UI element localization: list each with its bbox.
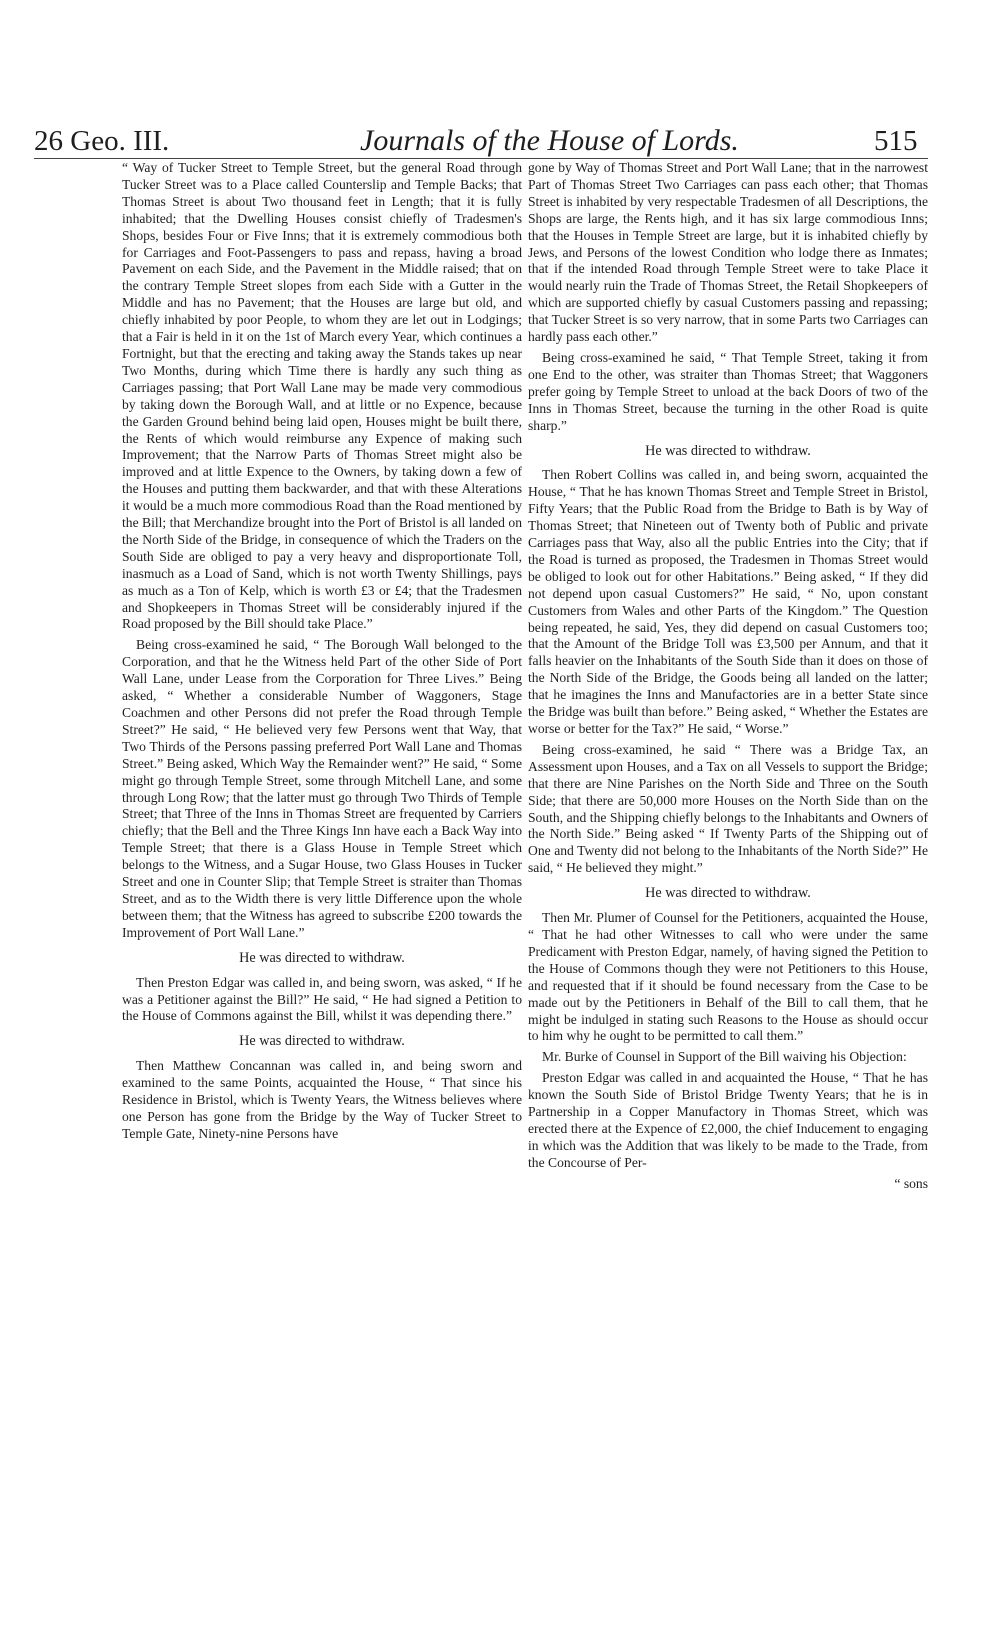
paragraph: Being cross-examined he said, “ That Temple Street, taking it from one End to the other, was straiter than Thomas Street; that Waggoners prefer going by Temple Street to unload at the back Doors of two of the Inns in Thomas Street, because the turning in the other Road is quite sharp.” <box>528 349 928 433</box>
paragraph: Then Mr. Plumer of Counsel for the Petitioners, acquainted the House, “ That he had other Witnesses to call who were under the same Predicament with Preston Edgar, namely, of having signed the Petition to the House of Commons though they were not Petitioners to this House, and requested that if it should be found necessary from the Case to be made out by the Petitioners in Behalf of the Bill to call them, that he might be indulged in stating such Reasons to the House as should occur to him why he ought to be permitted to call them.” <box>528 910 928 1044</box>
right-column <box>528 160 928 1630</box>
paragraph: Then Robert Collins was called in, and being sworn, acquainted the House, “ That he has known Thomas Street and Temple Street in Bristol, Fifty Years; that the Public Road from the Bridge to Bath is by Way of Thomas Street; that Nineteen out of Twenty both of Public and private Carriages pass that Way, also all the public Entries into the City; that if the Road is turned as proposed, the Tradesmen in Thomas Street would be obliged to look out for other Habitations.” Being asked, “ If they did not depend upon casual Customers?” He said, “ No, upon constant Customers from Wales and other Parts of the Kingdom.” The Question being repeated, he said, Yes, they did depend on casual Customers too; that the Amount of the Bridge Toll was £3,500 per Annum, and that it falls heavier on the Inhabitants of the South Side than it does on those of the North Side of the Bridge, the Goods being all landed on the latter; that he imagines the Inns and Manufactories are in a better State since the Bridge was built than before.” Being asked, “ Whether the Estates are worse or better for the Tax?” He said, “ Worse.” <box>528 467 928 736</box>
paragraph: gone by Way of Thomas Street and Port Wall Lane; that in the narrowest Part of Thomas Street Two Carriages can pass each other; that Thomas Street is inhabited by very respectable Tradesmen of all Descriptions, the Shops are large, the Rents high, and it has six large commodious Inns; that the Houses in Temple Street are large, but it is inhabited chiefly by Jews, and Persons of the lowest Condition who lodge there as Inmates; that if the intended Road through Temple Street were to take Place it would nearly ruin the Trade of Thomas Street, the Retail Shopkeepers of which are supported chiefly by casual Customers passing and repassing; that Tucker Street is so very narrow, that in some Parts two Carriages can hardly pass each other.” <box>528 160 928 345</box>
paragraph: Then Matthew Concannan was called in, and being sworn and examined to the same Points, acquainted the House, “ That since his Residence in Bristol, which is Twenty Years, the Witness believes where one Person has gone from the Bridge by the Way of Tucker Street to Temple Gate, Ninety-nine Persons have <box>122 1058 522 1141</box>
procedural-note: He was directed to withdraw. <box>239 1033 405 1050</box>
journal-title: Journals of the House of Lords. <box>360 124 739 157</box>
regnal-year: 26 Geo. III. <box>34 125 170 157</box>
procedural-note: He was directed to withdraw. <box>645 442 811 459</box>
paragraph: Being cross-examined, he said “ There was a Bridge Tax, an Assessment upon Houses, and a Tax on all Vessels to support the Bridge; that there are Nine Parishes on the North Side and Three on the South Side; that there are 50,000 more Houses on the North Side than on the South, and the Shipping chiefly belongs to the Inhabitants and Owners of the North Side.” Being asked “ If Twenty Parts of the Shipping out of One and Twenty did not belong to the Inhabitants of the North Side?” He said, “ He believed they might.” <box>528 741 928 876</box>
left-column <box>122 160 522 1630</box>
paragraph: Being cross-examined he said, “ The Borough Wall belonged to the Corporation, and that he the Witness held Part of the other Side of Port Wall Lane, under Lease from the Corporation for Three Lives.” Being asked, “ Whether a considerable Number of Waggoners, Stage Coachmen and other Persons did not prefer the Road through Temple Street?” He said, “ He believed very few Persons went that Way, that Two Thirds of the Persons passing preferred Port Wall Lane and Thomas Street.” Being asked, Which Way the Remainder went?” He said, “ Some might go through Temple Street, some through Mitchell Lane, and some through Long Row; that the latter must go through Two Thirds of Temple Street; that Three of the Inns in Thomas Street are frequented by Carriers chiefly; that the Bell and the Three Kings Inn have each a Back Way into Temple Street; that there is a Glass House in Temple Street which belongs to the Witness, and a Sugar House, two Glass Houses in Tucker Street and one in Counter Slip; that Temple Street is straiter than Thomas Street, and as to the Width there is very little Difference upon the whole between them; that the Witness has agreed to subscribe £200 towards the Improvement of Port Wall Lane.” <box>122 637 522 940</box>
catchword: “ sons <box>894 1175 928 1191</box>
paragraph: “ Way of Tucker Street to Temple Street, but the general Road through Tucker Street was to a Place called Counterslip and Temple Backs; that Thomas Street is about Two thousand feet in Length; that it is fully inhabited; that the Dwelling Houses consist chiefly of Tradesmen's Shops, besides Four or Five Inns; that it is extremely commodious both for Carriages and Foot-Passengers to pass and repass, having a broad Pavement on each Side, and the Pavement in the Middle raised; that on the contrary Temple Street slopes from each Side with a Gutter in the Middle and has no Pavement; that the Houses are large but old, and chiefly inhabited by poor People, to whom they are let out in Lodgings; that a Fair is held in it on the 1st of March every Year, which continues a Fortnight, but that the erecting and taking away the Stands takes up near Two Months, during which Time there is hardly any such thing as Carriages passing; that Port Wall Lane may be made very commodious by taking down the Borough Wall, and at little or no Expence, because the Garden Ground behind being laid open, Houses might be built there, the Rents of which would reimburse any Expence of making such Improvement; that the Narrow Parts of Thomas Street might also be improved and at little Expence to the Owners, by taking down a few of the Houses and putting them backwarder, and that with these Alterations it would be a much more commodious Road than the Road mentioned by the Bill; that Merchandize brought into the Port of Bristol is all landed on the North Side of the Bridge, in consequence of which the Traders on the South Side are obliged to pay a very heavy and disproportionate Toll, inasmuch as a Load of Sand, which is not worth Twenty Shillings, pays as much as a Ton of Kelp, which is worth £3 or £4; that the Tradesmen and Shopkeepers in Thomas Street will be considerably injured if the Road proposed by the Bill should take Place.” <box>122 160 522 632</box>
paragraph: Preston Edgar was called in and acquainted the House, “ That he has known the South Side of Bristol Bridge Twenty Years; that he is in Partnership in a Copper Manufactory in Thomas Street, which was erected there at the Expence of £2,000, the chief Inducement to engaging in which was the Addition that was likely to be made to the Trade, from the Concourse of Per- <box>528 1070 928 1170</box>
header-rule <box>34 158 928 159</box>
procedural-note: He was directed to withdraw. <box>239 949 405 966</box>
page-number: 515 <box>874 125 918 157</box>
paragraph: Mr. Burke of Counsel in Support of the Bill waiving his Objection: <box>542 1049 907 1065</box>
paragraph: Then Preston Edgar was called in, and being sworn, was asked, “ If he was a Petitioner against the Bill?” He said, “ He had signed a Petition to the House of Commons against the Bill, whilst it was depending there.” <box>122 974 522 1024</box>
procedural-note: He was directed to withdraw. <box>645 885 811 902</box>
